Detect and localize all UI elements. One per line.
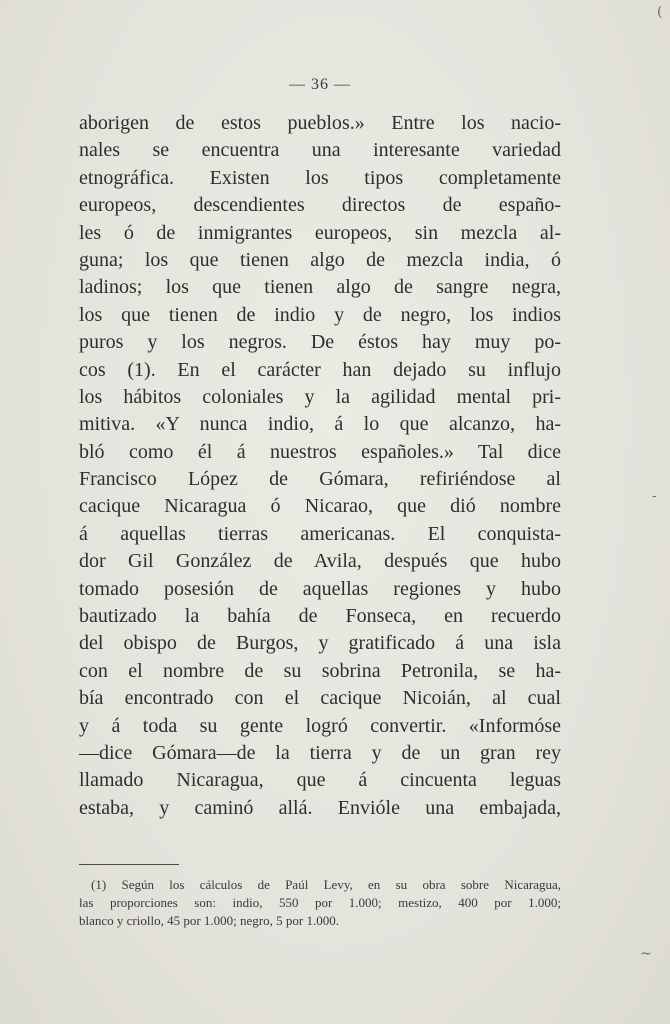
margin-mark: - (652, 488, 657, 504)
text-line: —dice Gómara—de la tierra y de un gran rey (79, 741, 561, 764)
margin-mark: ( (657, 4, 663, 20)
text-line: dor Gil González de Avila, después que hubo (79, 550, 561, 573)
text-line: con el nombre de su sobrina Petronila, se ha- (79, 659, 561, 682)
text-line: á aquellas tierras americanas. El conquista- (79, 522, 561, 545)
text-line: Francisco López de Gómara, refiriéndose al (79, 468, 561, 491)
text-line: les ó de inmigrantes europeos, sin mezcla al- (79, 221, 561, 244)
text-line: nales se encuentra una interesante variedad (79, 139, 561, 162)
text-line: bía encontrado con el cacique Nicoián, al cual (79, 687, 561, 710)
margin-mark: ~ (640, 946, 652, 962)
page-number: — 36 — (289, 76, 351, 93)
footnote-rule (79, 864, 179, 865)
text-line: y á toda su gente logró convertir. «Informóse (79, 714, 561, 737)
text-line: europeos, descendientes directos de españo- (79, 194, 561, 217)
text-line: guna; los que tienen algo de mezcla india, ó (79, 248, 561, 271)
text-line: etnográfica. Existen los tipos completamente (79, 166, 561, 189)
text-line: ladinos; los que tienen algo de sangre negra, (79, 276, 561, 299)
text-line: tomado posesión de aquellas regiones y hubo (79, 577, 561, 600)
footnote-line: blanco y criollo, 45 por 1.000; negro, 5 por 1.000. (79, 913, 339, 928)
footnote-line: las proporciones son: indio, 550 por 1.000; mestizo, 400 por 1.000; (79, 895, 561, 910)
text-line: los que tienen de indio y de negro, los indios (79, 303, 561, 326)
text-line: cos (1). En el carácter han dejado su influjo (79, 358, 561, 381)
text-line: bautizado la bahía de Fonseca, en recuerdo (79, 605, 561, 628)
text-line: del obispo de Burgos, y gratificado á una isla (79, 632, 561, 655)
text-line: mitiva. «Y nunca indio, á lo que alcanzo, ha- (79, 413, 561, 436)
text-line: llamado Nicaragua, que á cincuenta leguas (79, 769, 561, 792)
footnote (79, 876, 561, 930)
text-line: bló como él á nuestros españoles.» Tal dice (79, 440, 561, 463)
text-line: aborigen de estos pueblos.» Entre los nacio- (79, 112, 561, 134)
footnote-line: (1) Según los cálculos de Paúl Levy, en su obra sobre Nicaragua, (91, 877, 561, 892)
text-line: los hábitos coloniales y la agilidad mental pri- (79, 385, 561, 408)
text-line: cacique Nicaragua ó Nicarao, que dió nombre (79, 495, 561, 518)
body-text (79, 110, 561, 822)
text-line: estaba, y caminó allá. Envióle una embajada, (79, 796, 561, 819)
text-line: puros y los negros. De éstos hay muy po- (79, 331, 561, 354)
